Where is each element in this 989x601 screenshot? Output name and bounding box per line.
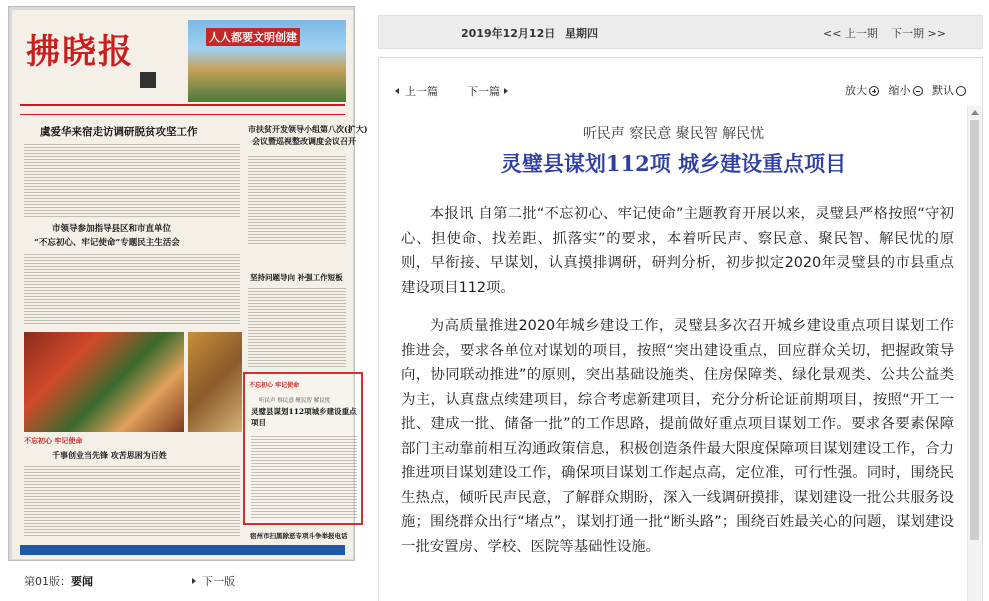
page-name: 要闻 (71, 575, 93, 588)
qr-code (140, 72, 156, 88)
masthead-rule (20, 104, 345, 106)
zoom-in-button[interactable] (845, 84, 879, 97)
article-panel (378, 57, 983, 601)
issue-date: 2019年12月12日 (461, 27, 556, 40)
prev-issue-link[interactable]: << 上一期 (823, 27, 878, 40)
article-toolbar (379, 58, 982, 104)
news-photo (24, 332, 184, 432)
newspaper-page-frame (8, 6, 368, 561)
page-number: 第01版： (24, 575, 71, 588)
zoom-out-button[interactable] (889, 84, 923, 97)
next-article-label: 下一篇 (467, 85, 500, 98)
front-page-banner-image (188, 20, 346, 102)
article-kicker: 听民声 察民意 聚民智 解民忧 (582, 126, 765, 142)
paper-headline-4[interactable]: 坚持问题导向 补强工作短板 (250, 273, 343, 282)
paper-headline-3[interactable]: 市领导参加指导县区和市直单位 (52, 224, 172, 234)
section-tag: 不忘初心 牢记使命 (24, 437, 83, 445)
newspaper-page-image[interactable] (12, 10, 368, 559)
issue-weekday: 星期四 (565, 27, 598, 40)
article-paragraph: 本报讯 自第二批“不忘初心、牢记使命”主题教育开展以来，灵璧县严格按照“守初心、担使命、找差距、抓落实”的要求，本着听民声、察民意、聚民智、解民忧的原则，早衔接、早谋划，认真摸排调研，研判分析，初步拟定2020年灵璧县的市县重点建设项目112项。 (401, 206, 954, 296)
prev-article-label: 上一篇 (405, 85, 438, 98)
prev-article-link[interactable] (395, 83, 438, 99)
text-column-block (248, 156, 346, 246)
paper-headline-2b[interactable]: 会议暨巡视整改调度会议召开 (252, 136, 356, 146)
masthead-logo: 拂晓报 (26, 32, 134, 72)
issue-date-bar (378, 15, 983, 49)
next-page-label: 下一版 (202, 575, 235, 588)
highlight-tag: 不忘初心 牢记使命 (249, 382, 300, 389)
text-column-block (24, 144, 240, 218)
article-title: 灵璧县谋划112项 城乡建设重点项目 (500, 151, 847, 176)
scrollbar-thumb[interactable] (970, 120, 979, 540)
article-paragraph: 为高质量推进2020年城乡建设工作，灵璧县多次召开城乡建设重点项目谋划工作推进会，要求各单位对谋划的项目，按照“突出建设重点，回应群众关切，把握政策导向，协同联动推进”的原则，突出基础设施类、住房保障类、绿化景观类、公共公益类为主，认真盘点续建项目，综合考虑新建项目，充分分析论证前期项目，按照“开工一批、建成一批、储备一批”的工作思路，提前做好重点项目谋划工作。要求各要素保障部门主动靠前相互沟通政策信息，积极创造条件最大限度保障项目谋划建设工作，合力推进项目谋划建设工作，确保项目谋划工作起点高，定位准，可行性强。同时，围绕民生热点，倾听民声民意，了解群众期盼，深入一线调研摸排，谋划建设一批公共服务设施；围绕群众出行“堵点”，谋划打通一批“断头路”；围绕百姓最关心的问题，谋划建设一批安置房、学校、医院等基础性设施。 (401, 318, 954, 555)
highlight-kicker: 听民声 察民意 聚民智 解民忧 (259, 398, 331, 404)
text-column-block (24, 466, 240, 536)
next-page-link[interactable] (192, 573, 235, 589)
plus-circle-icon (869, 86, 879, 96)
page-footer-bar (20, 545, 345, 555)
paper-headline-2[interactable]: 市扶贫开发领导小组第八次(扩大) (248, 124, 368, 134)
text-column-block (248, 288, 346, 368)
default-size-button[interactable] (932, 84, 966, 97)
next-article-link[interactable] (467, 83, 508, 99)
zoom-out-label: 缩小 (888, 84, 911, 97)
caret-right-icon (504, 88, 508, 94)
paper-headline-5[interactable]: 千事创业当先锋 攻苦思困为百姓 (52, 450, 167, 460)
text-column-block (251, 436, 357, 518)
masthead-rule-thin (20, 114, 345, 115)
paper-headline-3b[interactable]: “不忘初心、牢记使命”专题民主生活会 (34, 238, 180, 248)
highlight-title: 灵璧县谋划112项城乡建设重点项目 (251, 407, 357, 427)
paper-headline-1[interactable]: 虞爱华来宿走访调研脱贫攻坚工作 (40, 126, 198, 138)
current-page-label (24, 573, 93, 589)
article-scrollbar[interactable] (967, 106, 982, 601)
default-size-label: 默认 (932, 84, 954, 97)
zoom-in-label: 放大 (845, 84, 867, 97)
paper-headline-6[interactable]: 宿州市扫黑除恶专项斗争举报电话 (250, 532, 348, 540)
scroll-up-arrow-icon[interactable] (971, 110, 979, 115)
article-body (401, 202, 954, 573)
caret-right-icon (192, 578, 196, 584)
caret-left-icon (395, 88, 399, 94)
text-column-block (24, 254, 240, 326)
news-photo-small (188, 332, 242, 432)
minus-circle-icon (913, 86, 923, 96)
selected-article-highlight[interactable] (243, 372, 363, 525)
next-issue-link[interactable]: 下一期 >> (891, 27, 946, 40)
font-size-controls (839, 82, 966, 98)
circle-icon (956, 86, 966, 96)
banner-slogan: 人人都要文明创建 (206, 28, 300, 46)
